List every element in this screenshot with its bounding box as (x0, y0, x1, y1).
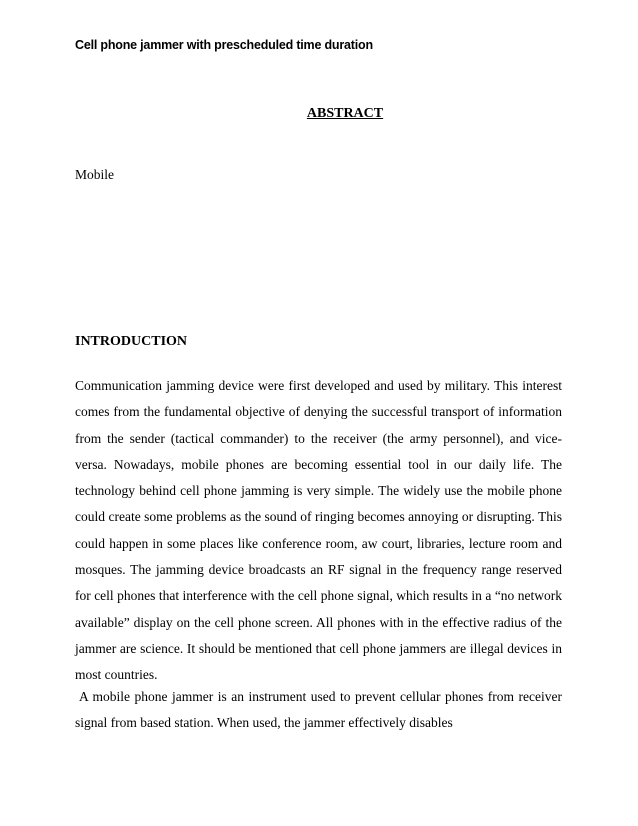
introduction-paragraph: Communication jamming device were first developed and used by military. This interest comes from the fundamental objective of denying the successful transport of information from the sender (tactical commander) to the receiver (the army personnel), and vice-versa. Nowadays, mobile phones are becoming essential tool in our daily life. The technology behind cell phone jamming is very simple. The widely use the mobile phone could create some problems as the sound of ringing becomes annoying or disrupting. This could happen in some places like conference room, aw court, libraries, lecture room and mosques. The jamming device broadcasts an RF signal in the frequency range reserved for cell phones that interference with the cell phone signal, which results in a “no network available” display on the cell phone screen. All phones with in the effective radius of the jammer are science. It should be mentioned that cell phone jammers are illegal devices in most countries. (75, 378, 562, 683)
introduction-paragraph-2: A mobile phone jammer is an instrument used to prevent cellular phones from receiver signal from based station. When used, the jammer effectively disables (75, 689, 562, 731)
introduction-heading: INTRODUCTION (75, 334, 188, 349)
abstract-heading (0, 106, 638, 122)
running-header: Cell phone jammer with prescheduled time duration (75, 38, 373, 52)
abstract-body: Mobile (75, 167, 114, 182)
abstract-heading-text: ABSTRACT (306, 106, 384, 121)
